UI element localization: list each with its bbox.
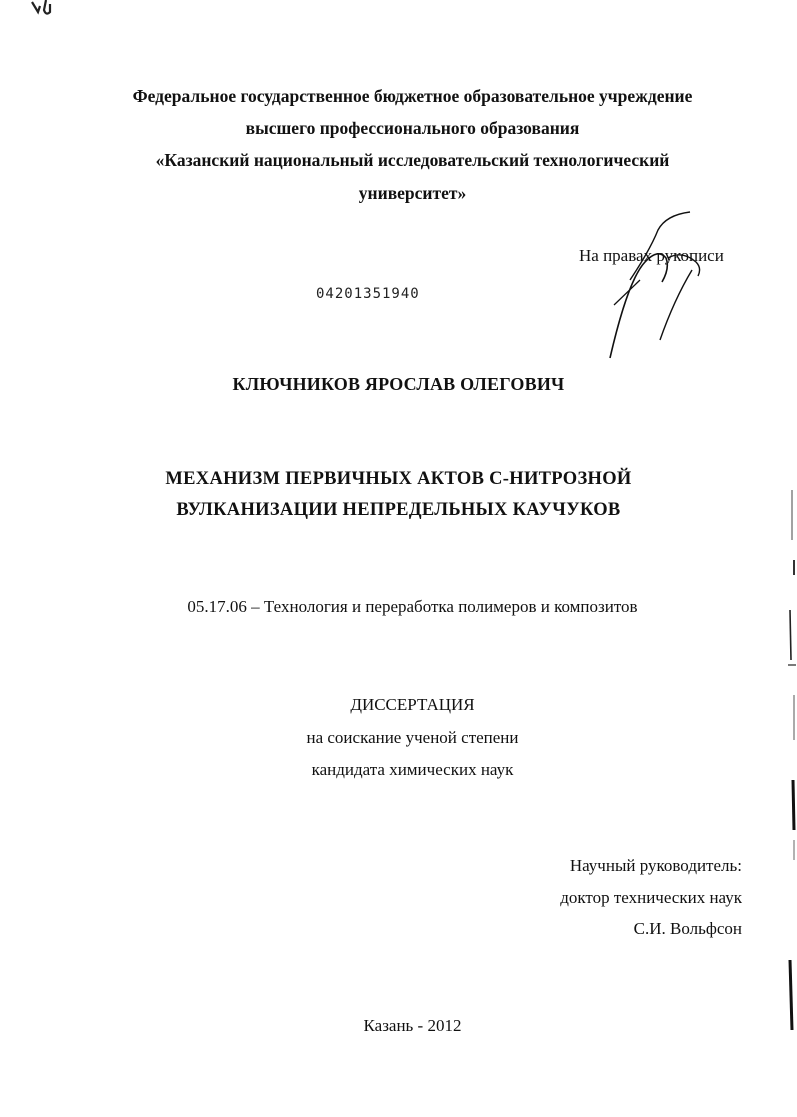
signature [600, 210, 710, 365]
institution-line-1: Федеральное государственное бюджетное образовательное учреждение [132, 86, 693, 106]
specialty-code: 05.17.06 – Технология и переработка полимеров и композитов [187, 597, 638, 616]
dissertation-title-line-1: МЕХАНИЗМ ПЕРВИЧНЫХ АКТОВ С-НИТРОЗНОЙ [165, 469, 632, 489]
institution-line-3: «Казанский национальный исследовательский технологический [155, 150, 670, 170]
document-type-heading: ДИССЕРТАЦИЯ [350, 695, 475, 714]
supervisor-label: Научный руководитель: [569, 856, 742, 875]
author-name: КЛЮЧНИКОВ ЯРОСЛАВ ОЛЕГОВИЧ [232, 374, 565, 394]
institution-line-2: высшего профессионального образования [245, 118, 580, 138]
archive-number: 04201351940 [316, 286, 420, 302]
city-year: Казань - 2012 [363, 1016, 462, 1035]
manuscript-note: На правах рукописи [579, 246, 724, 265]
institution-line-4: университет» [358, 183, 467, 203]
degree-line-2: кандидата химических наук [311, 760, 514, 779]
scan-edge-marks [780, 480, 797, 1040]
degree-line-1: на соискание ученой степени [306, 728, 519, 747]
supervisor-rank: доктор технических наук [560, 888, 742, 907]
dissertation-title-line-2: ВУЛКАНИЗАЦИИ НЕПРЕДЕЛЬНЫХ КАУЧУКОВ [176, 500, 621, 520]
supervisor-name: С.И. Вольфсон [633, 919, 742, 938]
scan-artifact-top-left [28, 0, 62, 20]
